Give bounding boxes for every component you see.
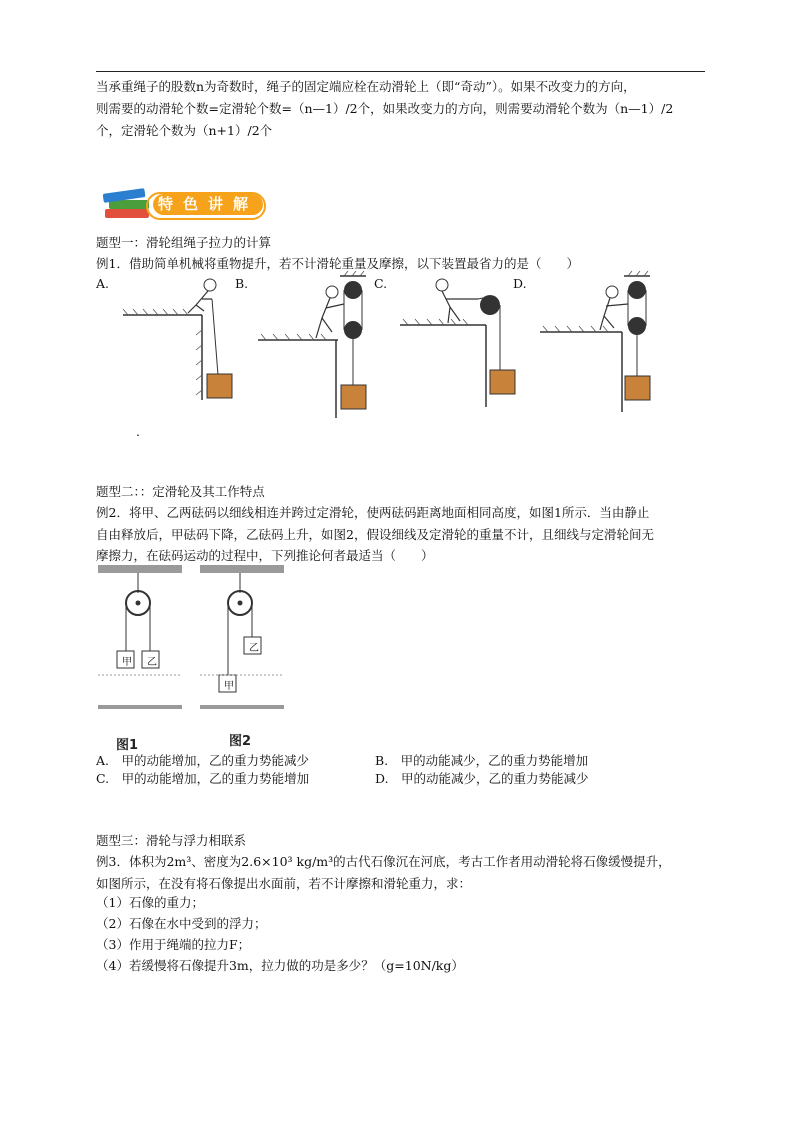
type2-question-2: 自由释放后，甲砝码下降，乙砝码上升，如图2，假设细线及定滑轮的重量不计，且细线与定滑轮间无 xyxy=(96,527,654,542)
type2-option-a: A. 甲的动能增加，乙的重力势能减少 xyxy=(96,753,310,768)
type2-option-c: C. 甲的动能增加，乙的重力势能增加 xyxy=(96,771,310,786)
type1-heading: 题型一：滑轮组绳子拉力的计算 xyxy=(96,235,272,250)
option-b-label: B. xyxy=(235,276,249,291)
header-rule xyxy=(96,71,705,72)
type3-sub-1: （1）石像的重力； xyxy=(96,895,204,910)
figure-c-diagram xyxy=(398,275,523,410)
fixed-pulley-figure-1 xyxy=(98,565,182,715)
type3-sub-3: （3）作用于绳端的拉力F； xyxy=(96,937,251,952)
figure-a-diagram xyxy=(118,275,243,405)
option-c-label: C. xyxy=(374,276,388,291)
type3-question-2: 如图所示，在没有将石像提出水面前，若不计摩擦和滑轮重力，求： xyxy=(96,876,472,891)
type3-sub-2: （2）石像在水中受到的浮力； xyxy=(96,916,267,931)
intro-line-1: 当承重绳子的股数n为奇数时，绳子的固定端应栓在动滑轮上（即“奇动”）。如果不改变力的方向， xyxy=(96,79,636,94)
weight-yi-fig1: 乙 xyxy=(147,657,157,668)
stray-dot: . xyxy=(136,424,140,439)
option-d-label: D. xyxy=(513,276,527,291)
weight-jia-fig2: 甲 xyxy=(224,681,234,692)
type2-heading: 题型二：：定滑轮及其工作特点 xyxy=(96,484,265,499)
section-badge: 特色讲解 xyxy=(153,194,263,215)
weight-jia-fig1: 甲 xyxy=(122,657,132,668)
intro-line-3: 个，定滑轮个数为（n+1）/2个 xyxy=(96,123,273,138)
figure-b-diagram xyxy=(258,270,383,420)
type2-option-b: B. 甲的动能减少，乙的重力势能增加 xyxy=(375,753,589,768)
type2-question-3: 摩擦力，在砝码运动的过程中，下列推论何者最适当（ ） xyxy=(96,548,434,563)
type3-sub-4: （4）若缓慢将石像提升3m，拉力做的功是多少？（g=10N/kg） xyxy=(96,958,464,973)
type3-heading: 题型三：滑轮与浮力相联系 xyxy=(96,833,247,848)
type2-option-d: D. 甲的动能减少，乙的重力势能减少 xyxy=(375,771,589,786)
figure-d-diagram xyxy=(538,270,668,415)
intro-line-2: 则需要的动滑轮个数=定滑轮个数=（n—1）/2个，如果改变力的方向，则需要动滑轮个数为（n—1）/2 xyxy=(96,101,674,116)
option-a-label: A. xyxy=(96,276,110,291)
weight-yi-fig2: 乙 xyxy=(249,643,259,654)
type3-question-1: 例3．体积为2m³、密度为2.6×10³ kg/m³的古代石像沉在河底，考古工作者用动滑轮将石像缓慢提升， xyxy=(96,854,671,869)
figure-1-caption: 图1 xyxy=(116,738,139,753)
type1-question: 例1．借助简单机械将重物提升，若不计滑轮重量及摩擦，以下装置最省力的是（ ） xyxy=(96,256,579,271)
type2-question-1: 例2．将甲、乙两砝码以细线相连并跨过定滑轮，使两砝码距离地面相同高度，如图1所示．当由静止 xyxy=(96,505,650,520)
figure-2-caption: 图2 xyxy=(229,734,252,749)
fixed-pulley-figure-2 xyxy=(200,565,284,715)
